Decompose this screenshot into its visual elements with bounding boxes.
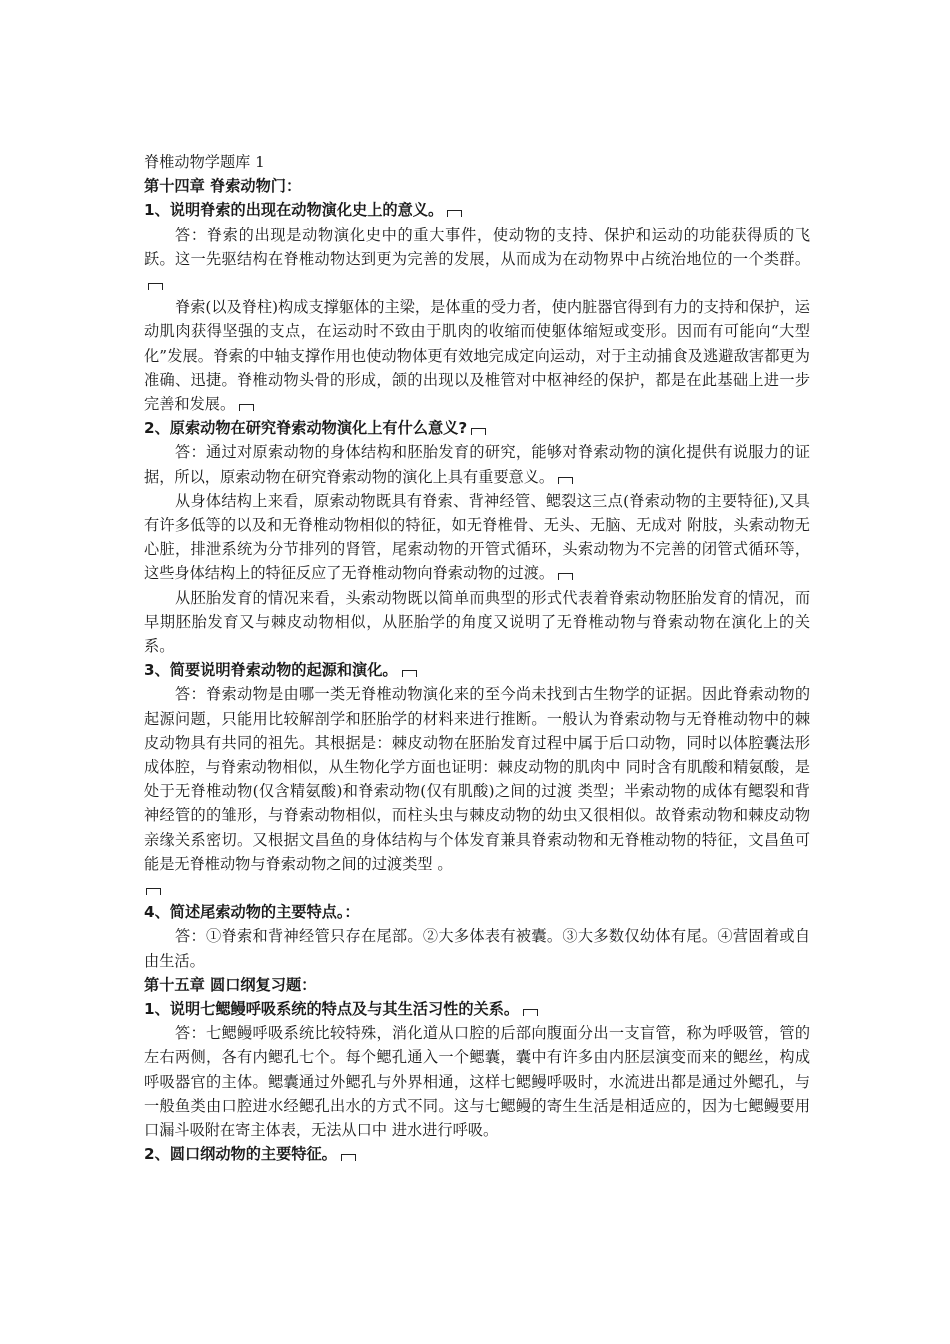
ch14-q2-answer-p1-text: 答：通过对原索动物的身体结构和胚胎发育的研究，能够对脊索动物的演化提供有说服力的证据，所以，原索动物在研究脊索动物的演化上具有重要意义。 (144, 443, 810, 486)
ch14-question-1 (144, 198, 810, 222)
ch14-q1-answer-p2-text: 脊索(以及脊柱)构成支撑躯体的主梁，是体重的受力者，使内脏器官得到有力的支持和保护，运动肌肉获得坚强的支点，在运动时不致由于肌肉的收缩而使躯体缩短或变形。因而有可能向“大型化”发展。脊索的中轴支撑作用也使动物体更有效地完成定向运动，对于主动捕食及逃避敌害都更为准确、迅捷。脊椎动物头骨的形成，颌的出现以及椎管对中枢神经的保护，都是在此基础上进一步完善和发展。 (144, 298, 810, 414)
paragraph-mark-icon (447, 210, 462, 217)
document-page (144, 150, 810, 1166)
ch14-question-3-text: 3、简要说明脊索动物的起源和演化。 (144, 661, 398, 680)
ch14-question-2-text: 2、原索动物在研究脊索动物演化上有什么意义? (144, 419, 468, 438)
paragraph-mark-icon (341, 1154, 356, 1161)
ch15-question-2 (144, 1142, 810, 1166)
paragraph-mark-icon (558, 477, 573, 484)
ch14-question-1-text: 1、说明脊索的出现在动物演化史上的意义。 (144, 201, 444, 220)
ch14-q1-answer-p1-text: 答：脊索的出现是动物演化史中的重大事件，使动物的支持、保护和运动的功能获得质的飞跃。这一先驱结构在脊椎动物达到更为完善的发展，从而成为在动物界中占统治地位的一个类群。 (144, 225, 810, 268)
chapter-15-heading: 第十五章 圆口纲复习题： (144, 975, 317, 994)
ch15-q1-answer-p1: 答：七鳃鳗呼吸系统比较特殊，消化道从口腔的后部向腹面分出一支盲管，称为呼吸管，管的左右两侧，各有内鳃孔七个。每个鳃孔通入一个鳃囊，囊中有许多由内胚层演变而来的鳃丝，构成呼吸器官的主体。鳃囊通过外鳃孔与外界相通，这样七鳃鳗呼吸时，水流进出都是通过外鳃孔，与一般鱼类由口腔进水经鳃孔出水的方式不同。这与七鳃鳗的寄生生活是相适应的，因为七鳃鳗要用口漏斗吸附在寄主体表，无法从口中 进水进行呼吸。 (144, 1024, 810, 1139)
document-title: 脊椎动物学题库 1 (144, 153, 265, 171)
paragraph-mark-icon (239, 404, 254, 411)
ch15-question-1-text: 1、说明七鳃鳗呼吸系统的特点及与其生活习性的关系。 (144, 999, 520, 1018)
empty-paragraph (144, 876, 810, 900)
ch14-question-3 (144, 658, 810, 682)
paragraph-mark-icon (148, 283, 163, 290)
paragraph-mark-icon (146, 888, 161, 895)
ch14-question-2 (144, 416, 810, 440)
ch15-question-1 (144, 997, 810, 1021)
ch14-q2-answer-p3: 从胚胎发育的情况来看，头索动物既以简单而典型的形式代表着脊索动物胚胎发育的情况，而早期胚胎发育又与棘皮动物相似，从胚胎学的角度又说明了无脊椎动物与脊索动物在演化上的关系。 (144, 588, 810, 656)
ch14-q2-answer-p1 (144, 440, 810, 488)
paragraph-mark-icon (558, 573, 573, 580)
paragraph-mark-icon (471, 428, 486, 435)
ch14-q3-answer-p1: 答：脊索动物是由哪一类无脊椎动物演化来的至今尚未找到古生物学的证据。因此脊索动物的起源问题，只能用比较解剖学和胚胎学的材料来进行推断。一般认为脊索动物与无脊椎动物中的棘皮动物具有共同的祖先。其根据是：棘皮动物在胚胎发育过程中属于后口动物，同时以体腔囊法形成体腔，与脊索动物相似，从生物化学方面也证明：棘皮动物的肌肉中 同时含有肌酸和精氨酸，是处于无脊椎动物(仅含精氨酸)和脊索动物(仅有肌酸)之间的过渡 类型；半索动物的成体有鳃裂和背神经管的的雏形，与脊索动物相似，而柱头虫与棘皮动物的幼虫又很相似。故脊索动物和棘皮动物亲缘关系密切。又根据文昌鱼的身体结构与个体发育兼具脊索动物和无脊椎动物的特征，文昌鱼可能是无脊椎动物与脊索动物之间的过渡类型 。 (144, 685, 810, 873)
ch14-q4-answer-p1: 答：①脊索和背神经管只存在尾部。②大多体表有被囊。③大多数仅幼体有尾。④营固着或自由生活。 (144, 927, 810, 970)
ch14-question-4: 4、简述尾索动物的主要特点。： (144, 903, 360, 922)
ch14-q2-answer-p2 (144, 489, 810, 586)
ch14-q1-answer-p2 (144, 295, 810, 416)
ch15-question-2-text: 2、圆口纲动物的主要特征。 (144, 1145, 337, 1164)
ch14-q1-answer-p1 (144, 223, 810, 296)
ch14-q2-answer-p2-text: 从身体结构上来看，原索动物既具有脊索、背神经管、鳃裂这三点(脊索动物的主要特征),又具有许多低等的以及和无脊椎动物相似的特征，如无脊椎骨、无头、无脑、无成对 附肢，头索动物无心脏，排泄系统为分节排列的肾管，尾索动物的开管式循环，头索动物为不完善的闭管式循环等，这些身体结构上的特征反应了无脊椎动物向脊索动物的过渡。 (144, 491, 810, 583)
chapter-14-heading: 第十四章 脊索动物门： (144, 177, 302, 196)
paragraph-mark-icon (523, 1009, 538, 1016)
paragraph-mark-icon (402, 670, 417, 677)
